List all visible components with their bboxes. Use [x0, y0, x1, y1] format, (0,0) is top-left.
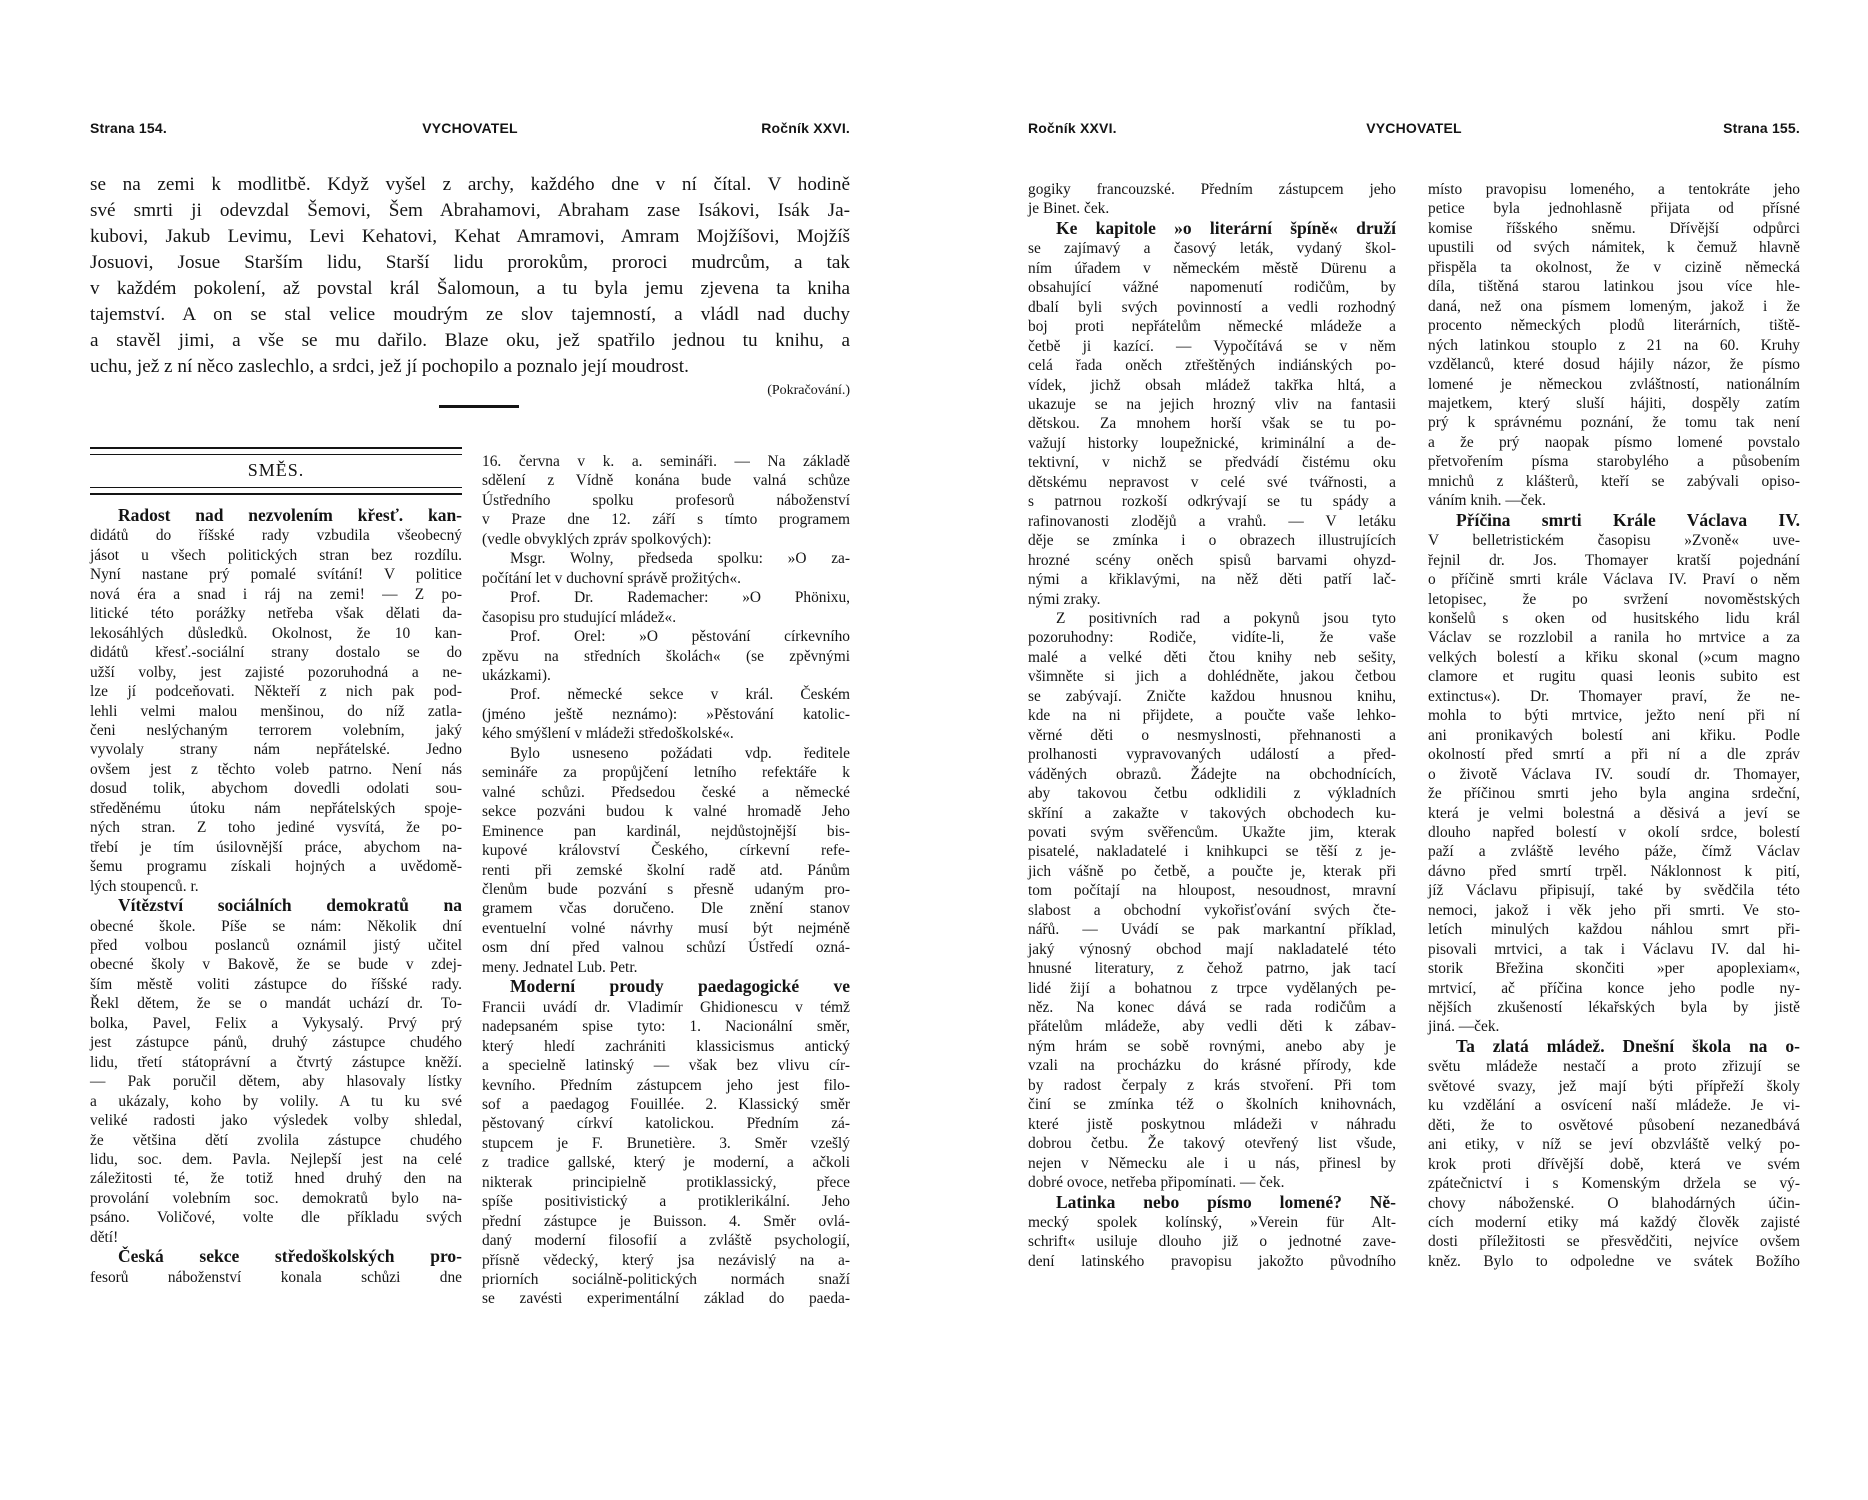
running-header [90, 120, 850, 142]
text-line: všimněte si jich a dohlédněte, jakou četbou [1028, 668, 1396, 686]
text-line: pozoruhodny: Rodiče, vidíte-li, že vaše [1028, 629, 1396, 647]
text-line: nými a křiklavými, na něž děti patří lač- [1028, 571, 1396, 589]
text-line: priorních sociálně-politických normách snaží [482, 1271, 850, 1289]
text-line: lekosáhlých důsledků. Okolnost, že 10 kan- [90, 624, 462, 642]
text-line: lidu, soc. dem. Pavla. Nejlepší jest na celé [90, 1150, 462, 1168]
text-line: prý k správnému poznání, že tomu tak není [1428, 414, 1800, 432]
text-line: Prof. německé sekce v král. Českém [510, 686, 850, 704]
text-line: obecné školy v Bakově, že se bude v zdej- [90, 956, 462, 974]
text-line: cích moderní etiky má každý člověk zajisté [1428, 1214, 1800, 1232]
text-line: komise říšského sněmu. Dřívější odpůrci [1428, 219, 1800, 237]
text-line: o příčině smrti krále Václava IV. Praví o něm [1428, 571, 1800, 589]
left-column-2 [482, 452, 850, 1309]
text-line: v Praze dne 12. září s tímto programem [482, 511, 850, 529]
text-line: četbě ji kazící. — Vypočítává se v něm [1028, 337, 1396, 355]
text-line: litické této porážky netřeba však dělati da- [90, 605, 462, 623]
text-line: hnusné literatury, z čehož patrno, jak tací [1028, 960, 1396, 978]
text-line: petice byla jednohlasně přijata od přísné [1428, 200, 1800, 218]
text-line: členům bude pozvání s přesně udaným pro- [482, 880, 850, 898]
text-line: v každém pokolení, až povstal král Šalomoun, a tu byla jemu zjevena ta kniha [90, 278, 850, 299]
text-line: aby takovou četbu odklidili z výkladních [1028, 785, 1396, 803]
text-line: jiná. —ček. [1428, 1018, 1500, 1036]
text-line: valné schůzi. Předsedou české a německé [482, 783, 850, 801]
text-line: sdělení z Vídně konána bude valná schůze [482, 472, 850, 490]
text-line: sekce pozváni budou k valné hromadě Jeho [482, 803, 850, 821]
text-line: važují historky loupežnické, kriminální a de- [1028, 434, 1396, 452]
text-line: daný moderní filosofií a zvláště psychologií, [482, 1232, 850, 1250]
text-line: semináře za propůjčení letního refektáře k [482, 764, 850, 782]
text-line: lehli velmi malou menšinou, do níž zatla- [90, 702, 462, 720]
text-line: letích minulých každou náhlou smrt při- [1428, 921, 1800, 939]
text-line: nemoci, jakož i věk jeho při smrti. Ve sto- [1428, 901, 1800, 919]
text-line: spíše positivistický a protiklerikální. Jeho [482, 1193, 850, 1211]
text-line: slabost a obchodní vykořisťování svých čte- [1028, 901, 1396, 919]
text-line: dosud tolik, abychom dovedli odolati sou- [90, 780, 462, 798]
text-line: přední zástupce je Buisson. 4. Směr ovlá- [482, 1212, 850, 1230]
text-line: celá řada oněch ztřeštěných indiánských po- [1028, 357, 1396, 375]
text-line: jíž Václavu připisují, také by svědčila této [1428, 882, 1800, 900]
text-line: váním knih. —ček. [1428, 492, 1546, 510]
left-page [90, 0, 850, 1500]
text-line: Prof. Orel: »O pěstování církevního [510, 628, 850, 646]
text-line: Francii uvádí dr. Vladimír Ghidionescu v témž [482, 998, 850, 1016]
text-line: kevního. Předním zástupcem jeho jest filo- [482, 1076, 850, 1094]
page-number: Strana 154. [90, 120, 167, 136]
text-line: bolka, Pavel, Felix a Vykysalý. Prvý prý [90, 1014, 462, 1032]
text-line: dosti příležitosti se přesvědčiti, nejvíce ovšem [1428, 1233, 1800, 1251]
text-line: který hledí zachrániti klassicismus antický [482, 1037, 850, 1055]
text-line: dlouho napřed bolestí v okolí srdce, bolestí [1428, 823, 1800, 841]
text-line: Josuovi, Josue Starším lidu, Starší lidu prorokům, proroci mudrcům, a tak [90, 252, 850, 273]
text-line: ani pronikavých bolestí ani křiku. Podle [1428, 726, 1800, 744]
page-number: Strana 155. [1723, 120, 1800, 136]
article-heading-line [1428, 511, 1800, 531]
text-line: a ukázaly, koho by volily. A tu ku své [90, 1092, 462, 1110]
rule [90, 447, 462, 449]
text-line: konšelů s oken od husitského lidu král [1428, 609, 1800, 627]
text-line: mecký spolek kolínský, »Verein für Alt- [1028, 1214, 1396, 1232]
right-column-2 [1428, 180, 1800, 1271]
text-line: lze jí podceňovati. Někteří z nich pak pod- [90, 683, 462, 701]
text-line: ných stran. Z toho jediné vysvítá, že po- [90, 819, 462, 837]
right-page [1028, 0, 1800, 1500]
text-line: děti, že to osvětové působení nezanedbává [1428, 1116, 1800, 1134]
text-line: lidé žijí a bohatnou z trpce vydělaných pe- [1028, 979, 1396, 997]
text-line: daná, než ona písmem lomeným, jakož i že [1428, 297, 1800, 315]
text-line: hrozné scény oněch spisů barvami ohyzd- [1028, 551, 1396, 569]
text-line: že příčinou smrti jeho byla angina srdeční, [1428, 785, 1800, 803]
text-line: eventuelní volné návrhy musí být nejméně [482, 919, 850, 937]
text-line: Nyní nastane prý pomalé svítání! V politice [90, 566, 462, 584]
text-line: činí se zmínka též o školních knihovnách, [1028, 1096, 1396, 1114]
text-line: a že prý naopak písmo lomené povstalo [1428, 433, 1800, 451]
text-line: kde na ni přijdete, a poučte vaše lehko- [1028, 707, 1396, 725]
text-line: se zajímavý a časový leták, vydaný škol- [1028, 240, 1396, 258]
text-line: pěstovaný církví katolickou. Předním zá- [482, 1115, 850, 1133]
article-heading: Moderní proudy paedagogické ve [510, 976, 850, 997]
text-line: by radost čerpaly z krás stvoření. Při tom [1028, 1076, 1396, 1094]
text-line: tajemství. A on se stal velice moudrým ze slov tajemností, a vládl nad duchy [90, 304, 850, 325]
text-line: malé a velké děti čtou knihy neb sešity, [1028, 648, 1396, 666]
text-line: Václav se rozzlobil a ranila ho mrtvice a za [1428, 629, 1800, 647]
text-line: ným hrám se sobě rovnými, anebo aby je [1028, 1037, 1396, 1055]
text-line: ním úřadem v německém městě Dürenu a [1028, 259, 1396, 277]
text-line: 16. června v k. a. semináři. — Na základě [482, 453, 850, 470]
text-line: pisatelé, nakladatelé i knihkupci se těší z je- [1028, 843, 1396, 861]
text-line: místo pravopisu lomeného, a tentokráte jeho [1428, 181, 1800, 198]
text-line: lých stoupenců. r. [90, 877, 199, 895]
text-line: třebí je tím úsilovnější práce, abychom na- [90, 838, 462, 856]
text-line: dětí! [90, 1228, 119, 1246]
text-line: storik Břežina skončiti »per apoplexiam«, [1428, 960, 1800, 978]
text-line: pisovali mrtvici, a tak i Václavu IV. dal hi- [1428, 940, 1800, 958]
text-line: se na zemi k modlitbě. Když vyšel z archy, každého dne v ní čítal. V hodině [90, 174, 850, 195]
text-line: velkých bolestí a křiku skonal (»cum magno [1428, 648, 1800, 666]
text-line: dávno před smrtí trpěl. Náklonnost k pití, [1428, 862, 1800, 880]
text-line: ším městě voliti zástupce do říšské rady. [90, 975, 462, 993]
text-line: Z positivních rad a pokynů jsou tyto [1056, 609, 1396, 627]
text-line: ukazuje se na jejich hrozný vliv na fantasii [1028, 395, 1396, 413]
left-column-1 [90, 506, 462, 1287]
text-line: veliké radosti jako výsledek volby shledal, [90, 1112, 462, 1130]
text-line: ku vzdělání a osvícení naší mládeže. Je vi- [1428, 1097, 1800, 1115]
text-line: letopisec, že po svržení novoměstských [1428, 590, 1800, 608]
running-header [1028, 120, 1800, 142]
text-line: své smrti ji odevzdal Šemovi, Šem Abrahamovi, Abraham zase Isákovi, Isák Ja- [90, 200, 850, 221]
text-line: rafinovanosti zlodějů a vrahů. — V letáku [1028, 512, 1396, 530]
text-line: provolání volebním soc. demokratů bylo na- [90, 1189, 462, 1207]
text-line: jaký výnosný obchod mají nakladatelé této [1028, 940, 1396, 958]
text-line: nějších zkušeností lékařských byla by jistě [1428, 999, 1800, 1017]
text-line: Řekl dětem, že se o mandát uchází dr. To- [90, 995, 462, 1013]
text-line: jásot u všech politických stran bez rozdílu. [90, 546, 462, 564]
text-line: extinctus«). Dr. Thomayer praví, že ne- [1428, 687, 1800, 705]
text-line: chovy náboženské. O blahodárných účin- [1428, 1194, 1800, 1212]
text-line: gogiky francouzské. Předním zástupcem jeho [1028, 181, 1396, 198]
text-line: Bylo usneseno požádati vdp. ředitele [510, 744, 850, 762]
article-heading: Příčina smrti Krále Václava IV. [1456, 509, 1800, 530]
text-line: vzdělanců, které dosud hájily názor, že písmo [1428, 356, 1800, 374]
text-line: Msgr. Wolny, předseda spolku: »O za- [510, 550, 850, 568]
text-line: přispěla ta okolnost, že v cizině německá [1428, 258, 1800, 276]
text-line: didátů křesť.-sociální strany dostalo se do [90, 644, 462, 662]
rule [90, 487, 462, 488]
text-line: tektivní, v nichž se předvádí čistému oku [1028, 454, 1396, 472]
text-line: upustili od svých námitek, k čemuž hlavně [1428, 239, 1800, 257]
article-heading: Radost nad nezvolením křesť. kan- [118, 505, 462, 525]
text-line: okolností před smrtí a při ní a dle zpráv [1428, 746, 1800, 764]
text-line: užší volby, jest zajisté pozoruhodná a ne- [90, 663, 462, 681]
article-heading: Latinka nebo písmo lomené? Ně- [1056, 1191, 1396, 1212]
text-line: obecné škole. Píše se nám: Několik dní [90, 917, 462, 935]
text-line: dobré ovoce, netřeba připomínati. — ček. [1028, 1174, 1285, 1192]
text-line: Prof. Dr. Rademacher: »O Phönixu, [510, 589, 850, 607]
article-heading: Ta zlatá mládež. Dnešní škola na o- [1456, 1035, 1800, 1056]
text-line: clamore et rugitu quasi leonis subito est [1428, 668, 1800, 686]
text-line: mnichů z klášterů, kteří se zabývali opiso- [1428, 472, 1800, 490]
text-line: přísně vědecký, který jsa nezávislý na a- [482, 1251, 850, 1269]
section-divider [439, 405, 519, 408]
text-line: obsahující vážné napomenutí rodičům, by [1028, 279, 1396, 297]
text-line: přetvořením písma starobylého a působením [1428, 453, 1800, 471]
text-line: počítání let v duchovní správě prožitých«. [482, 569, 742, 587]
text-line: lidu, třetí státoprávní a čtvrtý zástupce kněží. [90, 1053, 462, 1071]
text-line: jest zástupce pánů, druhý zástupce chudého [90, 1034, 462, 1052]
article-heading-line [90, 896, 462, 916]
text-line: Ústředního spolku profesorů náboženství [482, 491, 850, 509]
text-line: dětskému nepravost v celé své tvářnosti, a [1028, 473, 1396, 491]
text-line: stupcem je F. Brunetière. 3. Směr vzešlý [482, 1134, 850, 1152]
article-heading: Česká sekce středoškolských pro- [118, 1246, 462, 1267]
text-line: tom počítají na hloupost, nesoudnost, mravní [1028, 882, 1396, 900]
text-line: fesorů náboženství konala schůzi dne [90, 1268, 462, 1286]
volume-label: Ročník XXVI. [761, 120, 850, 136]
text-line: před volbou poslanců oznámil jistý učitel [90, 936, 462, 954]
text-line: majetkem, který sluší hájiti, dospěly zatím [1428, 394, 1800, 412]
text-line: šemu programu získali hojných a uvědomě- [90, 858, 462, 876]
right-column-1 [1028, 180, 1396, 1271]
text-line: nejen v Německu ale i u nás, přinesl by [1028, 1154, 1396, 1172]
text-line: dětskou. Za mnohem horší však se tu po- [1028, 415, 1396, 433]
volume-label: Ročník XXVI. [1028, 120, 1117, 136]
text-line: časopisu pro studující mládež«. [482, 608, 677, 626]
text-line: s patrnou rozkoší odkrývají se tu spády a [1028, 493, 1396, 511]
text-line: ukázkami). [482, 666, 551, 684]
text-line: díla, tištěná starou latinkou jsou více hle- [1428, 278, 1800, 296]
text-line: mrtvicí, ač příčina konce jeho podle ny- [1428, 979, 1800, 997]
text-line: lomené je německou zvláštností, nationálním [1428, 375, 1800, 393]
text-line: skříní a zakažte v takových obchodech ku- [1028, 804, 1396, 822]
text-line: která je velmi bolestná a děsivá a jeví se [1428, 804, 1800, 822]
text-line: nými zraky. [1028, 590, 1101, 608]
text-line: se zabývají. Zničte každou hnusnou knihu, [1028, 687, 1396, 705]
text-line: zpátečnictví i s Komenským držela se vý- [1428, 1175, 1800, 1193]
section-title: SMĚS. [247, 460, 305, 480]
text-line: že většina dětí zvolila zástupce chudého [90, 1131, 462, 1149]
text-line: nadepsaném spise tyto: 1. Nacionální směr, [482, 1018, 850, 1036]
text-line: o životě Václava IV. soudí dr. Thomayer, [1428, 765, 1800, 783]
text-line: a stavěl jimi, a vše se mu dařilo. Blaze oku, jež spatřilo jednou tu knihu, a [90, 330, 850, 351]
text-line: prolhanosti vypravovaných událostí a před- [1028, 746, 1396, 764]
text-line: schrift« usiluje dlouho již o jednotné zave- [1028, 1233, 1396, 1251]
text-line: (vedle obvyklých zpráv spolkových): [482, 530, 712, 548]
text-line: jich vášně po četbě, a poučte je, kterak při [1028, 862, 1396, 880]
text-line: gramem včas doručeno. Dle znění stanov [482, 900, 850, 918]
text-line: nikterak principielně protiklassický, přece [482, 1173, 850, 1191]
article-heading: Ke kapitole »o literární špíně« druží [1056, 217, 1396, 238]
text-line: (jméno ještě neznámo): »Pěstování katolic- [482, 705, 850, 723]
text-line: mohla to býti mrtvice, ježto není při ní [1428, 707, 1800, 725]
text-line: meny. Jednatel Lub. Petr. [482, 958, 638, 976]
text-line: zpěvu na středních školách« (se zpěvnými [482, 647, 850, 665]
text-line: které jistě poskytnou mládeži v náhradu [1028, 1115, 1396, 1133]
article-heading-line [1028, 1193, 1396, 1213]
text-line: — Pak poručil dětem, aby hlasovaly lístky [90, 1073, 462, 1091]
text-line: ných latinkou stouplo z 21 na 60. Kruhy [1428, 336, 1800, 354]
text-line: dení latinského pravopisu jakožto původního [1028, 1252, 1396, 1270]
article-heading-line [482, 977, 850, 997]
text-line: světu mládeže nestačí a proto zřizují se [1428, 1058, 1800, 1076]
journal-title: VYCHOVATEL [422, 120, 518, 136]
text-line: věrné děti o nesmyslnosti, přehnanosti a [1028, 726, 1396, 744]
text-line: osm dní před valnou schůzí Ústředí ozná- [482, 939, 850, 957]
text-line: uchu, jež z ní něco zaslechlo, a srdci, jež jí pochopilo a poznalo její moudrost. [90, 356, 689, 377]
text-line: z tradice gallské, který je moderní, a ačkoli [482, 1154, 850, 1172]
text-line: je Binet. ček. [1028, 200, 1110, 218]
text-line: čeni neslýchaným terrorem volebním, jaký [90, 721, 462, 739]
text-line: vídek, jichž obsah mládež takřka hltá, a [1028, 376, 1396, 394]
text-line: řejnil dr. Jos. Thomayer kratší pojednání [1428, 551, 1800, 569]
text-line: ovšem jest z těchto voleb patrno. Není nás [90, 760, 462, 778]
text-line: se zavésti experimentální základ do paeda- [482, 1290, 850, 1308]
text-line: něz. Na konec dává se rada rodičům a [1028, 999, 1396, 1017]
text-line: vyvolaly strany nám nepřátelské. Jedno [90, 741, 462, 759]
text-line: renti při zemské školní radě atd. Pánům [482, 861, 850, 879]
text-line: kubovi, Jakub Levimu, Levi Kehatovi, Kehat Amramovi, Amram Mojžíšovi, Mojžíš [90, 226, 850, 247]
text-line: povati svým svěřencům. Ukažte jim, kterak [1028, 823, 1396, 841]
article-heading-line [90, 506, 462, 526]
rule [90, 493, 462, 495]
text-line: sof a paedagog Fouillée. 2. Klassický směr [482, 1095, 850, 1113]
text-line: nářů. — Uvádí se pak markantní příklad, [1028, 921, 1396, 939]
text-line: kupové království Českého, církevní refe- [482, 842, 850, 860]
text-line: dbalí byli svých povinností a vedli rozhodný [1028, 298, 1396, 316]
article-heading-line [1028, 219, 1396, 239]
text-line: a specielně latinský — však bez vlivu cír- [482, 1057, 850, 1075]
text-line: paží a zvláště levého páže, čímž Václav [1428, 843, 1800, 861]
continued-note: (Pokračování.) [767, 383, 850, 398]
text-line: váděných obrazů. Žádejte na obchodnících, [1028, 765, 1396, 783]
text-line: záležitosti té, že totiž hned druhý den na [90, 1170, 462, 1188]
text-line: kého smýšlení v mládeži středoškolské«. [482, 725, 734, 743]
article-heading-line [90, 1247, 462, 1267]
text-line: dobrou četbu. Že takový otevřený list všude, [1028, 1135, 1396, 1153]
text-line: krok proti dřívější době, která ve svém [1428, 1155, 1800, 1173]
text-line: světové svazy, jež mají býti přípřeží školy [1428, 1077, 1800, 1095]
journal-title: VYCHOVATEL [1366, 120, 1462, 136]
text-line: středěnému útoku nám nepřátelských spoje- [90, 799, 462, 817]
rule [90, 454, 462, 455]
text-line: vzali na procházku do krásné přírody, kde [1028, 1057, 1396, 1075]
text-line: didátů do říšské rady vzbudila všeobecný [90, 527, 462, 545]
article-heading: Vítězství sociálních demokratů na [118, 895, 462, 916]
text-line: děje se zmínka i o obrazech illustrujících [1028, 532, 1396, 550]
text-line: procento německých plodů literárních, tiště- [1428, 317, 1800, 335]
text-line: kněz. Bylo to odpoledne ve svátek Božího [1428, 1252, 1800, 1270]
intro-paragraph [90, 172, 850, 380]
text-line: psáno. Voličové, volte dle příkladu svých [90, 1209, 462, 1227]
article-heading-line [1428, 1037, 1800, 1057]
text-line: přátelům mládeže, aby vedli děti k zábav- [1028, 1018, 1396, 1036]
text-line: ani etiky, v níž se jeví obzvláště velký po- [1428, 1136, 1800, 1154]
text-line: nová éra a snad i ráj na zemi! — Z po- [90, 585, 462, 603]
text-line: Eminence pan kardinál, nejdůstojnější bis- [482, 822, 850, 840]
text-line: boj proti nepřátelům německé mládeže a [1028, 318, 1396, 336]
text-line: V belletristickém časopisu »Zvoně« uve- [1428, 532, 1800, 550]
